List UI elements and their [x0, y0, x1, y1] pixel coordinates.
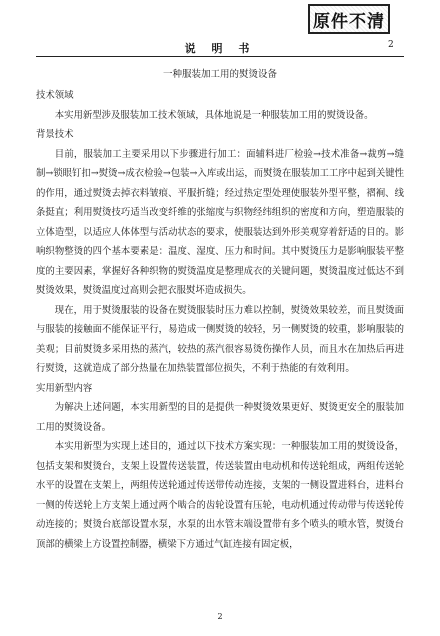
paragraph: 本实用新型为实现上述目的，通过以下技术方案实现：一种服装加工用的熨烫设备，包括支架和熨烫台，支架上设置传送装置，传送装置由电动机和传送轮组成，两组传送轮水平的设置在支架上，两组传送轮通过传送带传动连接，支架的一侧设置进料台，进料台一侧的传送轮上方支架上通过两个啮合的齿轮设置有压轮，电动机通过传动带与传送轮传动连接的；熨烫台底部设置水泵，水泵的出水管末端设置带有多个喷头的喷水管，熨烫台顶部的横梁上方设置控制器，横梁下方通过气缸连接有固定板，	[36, 441, 404, 550]
header-title: 说 明 书	[184, 42, 256, 55]
section-heading: 技术领域	[36, 90, 74, 101]
footer-page-number: 2	[217, 612, 223, 621]
section-heading: 实用新型内容	[36, 382, 93, 394]
header-divider	[36, 56, 404, 57]
paragraph: 现在，用于熨烫服装的设备在熨烫服装时压力难以控制，熨烫效果较差，而且熨烫面与服装的接触面不能保证平行，易造成一侧熨烫的较轻，另一侧熨烫的较重，影响服装的美观；目前熨烫多采用热的蒸汽，较热的蒸汽很容易烫伤操作人员，而且水在加热后再进行熨烫，这就造成了部分热量在加热装置部位损失，不利于热能的有效利用。	[36, 304, 404, 374]
header-page-number: 2	[388, 40, 394, 50]
document-body	[36, 86, 404, 554]
section-heading: 背景技术	[36, 129, 74, 140]
document-title: 一种服装加工用的熨烫设备	[162, 69, 277, 80]
paragraph: 本实用新型涉及服装加工技术领域，具体地说是一种服装加工用的熨烫设备。	[54, 109, 374, 121]
paragraph: 目前，服装加工主要采用以下步骤进行加工：面辅料进厂检验→技术准备→裁剪→缝制→锁眼钉扣→熨烫→成衣检验→包装→入库或出运，而熨烫在服装加工工序中起到关键性的作用，通过熨烫去掉衣料皱痕、平服折缝；经过热定型处理使服装外型平整，褶裥、线条挺直；利用熨烫技巧适当改变纤维的张缩度与织物经纬组织的密度和方向，塑造服装的立体造型，以适应人体体型与活动状态的要求，使服装达到外形美观穿着舒适的目的。影响织物整烫的四个基本要素是：温度、湿度、压力和时间。其中熨烫压力是影响服装平整度的主要因素，掌握好各种织物的熨烫温度是整理成衣的关键问题，熨烫温度过低达不到熨烫效果，熨烫温度过高则会把衣服熨坏造成损失。	[36, 148, 404, 296]
unclear-original-stamp: 原件不清	[308, 4, 390, 34]
paragraph: 为解决上述问题，本实用新型的目的是提供一种熨烫效果更好、熨烫更安全的服装加工用的熨烫设备。	[36, 402, 404, 433]
